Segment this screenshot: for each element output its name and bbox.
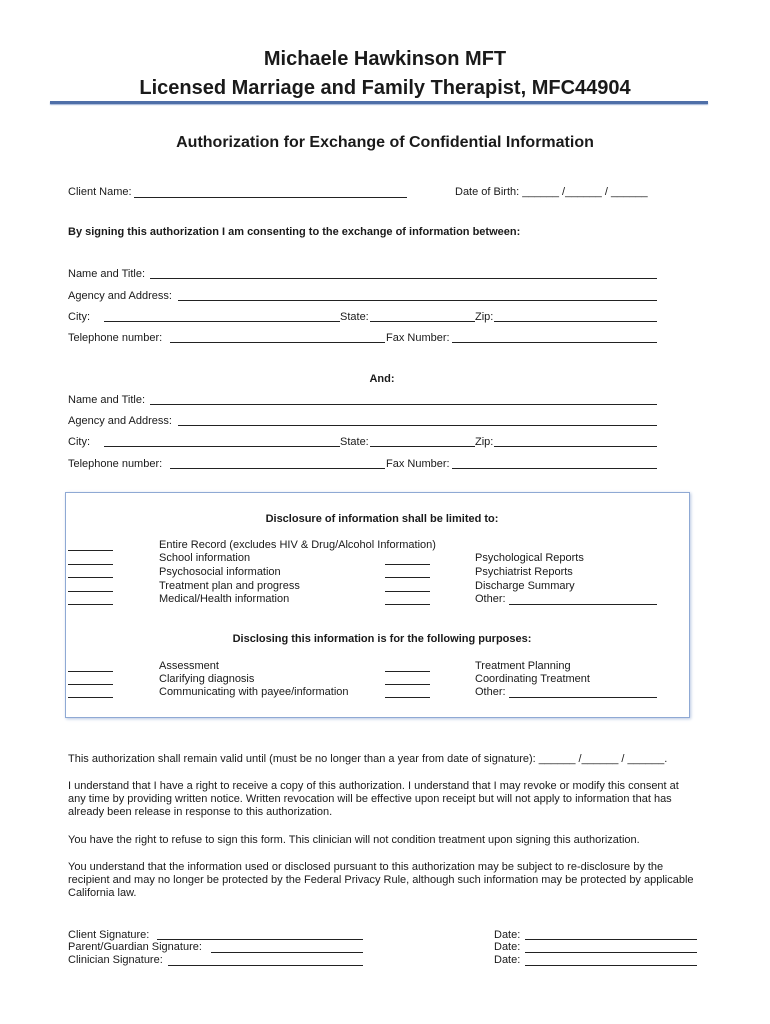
party1-fax-label: Fax Number: — [386, 332, 450, 344]
client-date-field[interactable] — [525, 939, 697, 940]
date-of-birth-label[interactable]: Date of Birth: ______ /______ / ______ — [455, 186, 648, 198]
disclosure-checkline[interactable] — [68, 550, 113, 551]
party2-state-label: State: — [340, 436, 369, 448]
party1-agency-label: Agency and Address: — [68, 290, 172, 302]
party2-telephone-field[interactable] — [170, 468, 385, 469]
disclosure-item: Psychiatrist Reports — [475, 566, 573, 578]
guardian-date-label: Date: — [494, 941, 521, 953]
party1-name-title-field[interactable] — [150, 278, 657, 279]
disclosure-other-field[interactable] — [509, 604, 657, 605]
purpose-other-field[interactable] — [509, 697, 657, 698]
disclosure-checkline[interactable] — [385, 564, 430, 565]
party2-agency-field[interactable] — [178, 425, 657, 426]
party2-name-title-label: Name and Title: — [68, 394, 146, 406]
purpose-item: Communicating with payee/information — [159, 686, 349, 698]
party1-fax-field[interactable] — [452, 342, 657, 343]
guardian-signature-label: Parent/Guardian Signature: — [68, 941, 202, 953]
refusal-paragraph: You have the right to refuse to sign this form. This clinician will not condition treatment upon signing this authorization. — [68, 834, 640, 846]
party1-city-label: City: — [68, 311, 90, 323]
party1-telephone-label: Telephone number: — [68, 332, 163, 344]
party1-city-field[interactable] — [104, 321, 340, 322]
disclosure-item: Medical/Health information — [159, 593, 290, 605]
disclosure-checkline[interactable] — [68, 564, 113, 565]
party2-fax-field[interactable] — [452, 468, 657, 469]
purpose-checkline[interactable] — [68, 684, 113, 685]
disclosure-item: Psychosocial information — [159, 566, 281, 578]
purpose-checkline[interactable] — [68, 671, 113, 672]
client-name-field[interactable] — [134, 197, 407, 198]
purpose-item: Other: — [475, 686, 506, 698]
clinician-signature-field[interactable] — [168, 965, 363, 966]
party2-zip-label: Zip: — [475, 436, 494, 448]
client-name-label: Client Name: — [68, 186, 132, 198]
and-label: And: — [369, 373, 395, 385]
disclosure-title: Disclosure of information shall be limited to: — [265, 513, 499, 525]
disclosure-checkline[interactable] — [68, 591, 113, 592]
disclosure-item: Other: — [475, 593, 506, 605]
purpose-checkline[interactable] — [385, 684, 430, 685]
party2-zip-field[interactable] — [494, 446, 657, 447]
header-rule — [50, 101, 708, 104]
party2-state-field[interactable] — [370, 446, 475, 447]
disclosure-checkline[interactable] — [385, 577, 430, 578]
disclosure-item: Discharge Summary — [475, 580, 575, 592]
purpose-checkline[interactable] — [385, 697, 430, 698]
client-signature-field[interactable] — [157, 939, 363, 940]
disclosure-item: Entire Record (excludes HIV & Drug/Alcohol Information) — [159, 539, 436, 551]
clinician-date-label: Date: — [494, 954, 521, 966]
guardian-date-field[interactable] — [525, 952, 697, 953]
purpose-item: Clarifying diagnosis — [159, 673, 255, 685]
client-date-label: Date: — [494, 929, 521, 941]
party2-name-title-field[interactable] — [150, 404, 657, 405]
guardian-signature-field[interactable] — [211, 952, 363, 953]
practitioner-license: Licensed Marriage and Family Therapist, MFC44904 — [139, 77, 631, 99]
purpose-checkline[interactable] — [385, 671, 430, 672]
disclosure-item: School information — [159, 552, 251, 564]
party1-agency-field[interactable] — [178, 300, 657, 301]
disclosure-checkline[interactable] — [385, 604, 430, 605]
clinician-date-field[interactable] — [525, 965, 697, 966]
purposes-title: Disclosing this information is for the following purposes: — [232, 633, 532, 645]
purpose-item: Coordinating Treatment — [475, 673, 590, 685]
party1-state-label: State: — [340, 311, 369, 323]
practitioner-name: Michaele Hawkinson MFT — [263, 48, 507, 70]
disclosure-checkline[interactable] — [68, 577, 113, 578]
client-signature-label: Client Signature: — [68, 929, 150, 941]
party2-agency-label: Agency and Address: — [68, 415, 172, 427]
party1-zip-label: Zip: — [475, 311, 494, 323]
purpose-checkline[interactable] — [68, 697, 113, 698]
disclosure-item: Treatment plan and progress — [159, 580, 300, 592]
party2-telephone-label: Telephone number: — [68, 458, 163, 470]
redisclosure-paragraph: You understand that the information used or disclosed pursuant to this authorization may be subject to re-disclosure by the recipient and may no longer be protected by the Federal Privacy Rule, although such information may be protected by applicable California law. — [68, 861, 694, 899]
disclosure-checkline[interactable] — [68, 604, 113, 605]
party2-city-label: City: — [68, 436, 90, 448]
party2-city-field[interactable] — [104, 446, 340, 447]
disclosure-item: Psychological Reports — [475, 552, 584, 564]
party1-zip-field[interactable] — [494, 321, 657, 322]
purpose-item: Assessment — [159, 660, 219, 672]
purpose-item: Treatment Planning — [475, 660, 571, 672]
disclosure-checkline[interactable] — [385, 591, 430, 592]
party1-state-field[interactable] — [370, 321, 475, 322]
party1-telephone-field[interactable] — [170, 342, 385, 343]
consent-statement: By signing this authorization I am consenting to the exchange of information between: — [68, 226, 521, 238]
validity-statement[interactable]: This authorization shall remain valid until (must be no longer than a year from date of signature): ______ /______ / ______. — [68, 753, 668, 765]
clinician-signature-label: Clinician Signature: — [68, 954, 163, 966]
rights-paragraph: I understand that I have a right to receive a copy of this authorization. I understand that I may revoke or modify this consent at any time by providing written notice. Written revocation will be effective upon receipt but will not apply to information that has already been release in response to this authorization. — [68, 780, 679, 818]
party1-name-title-label: Name and Title: — [68, 268, 146, 280]
party2-fax-label: Fax Number: — [386, 458, 450, 470]
form-title: Authorization for Exchange of Confidential Information — [176, 134, 594, 151]
